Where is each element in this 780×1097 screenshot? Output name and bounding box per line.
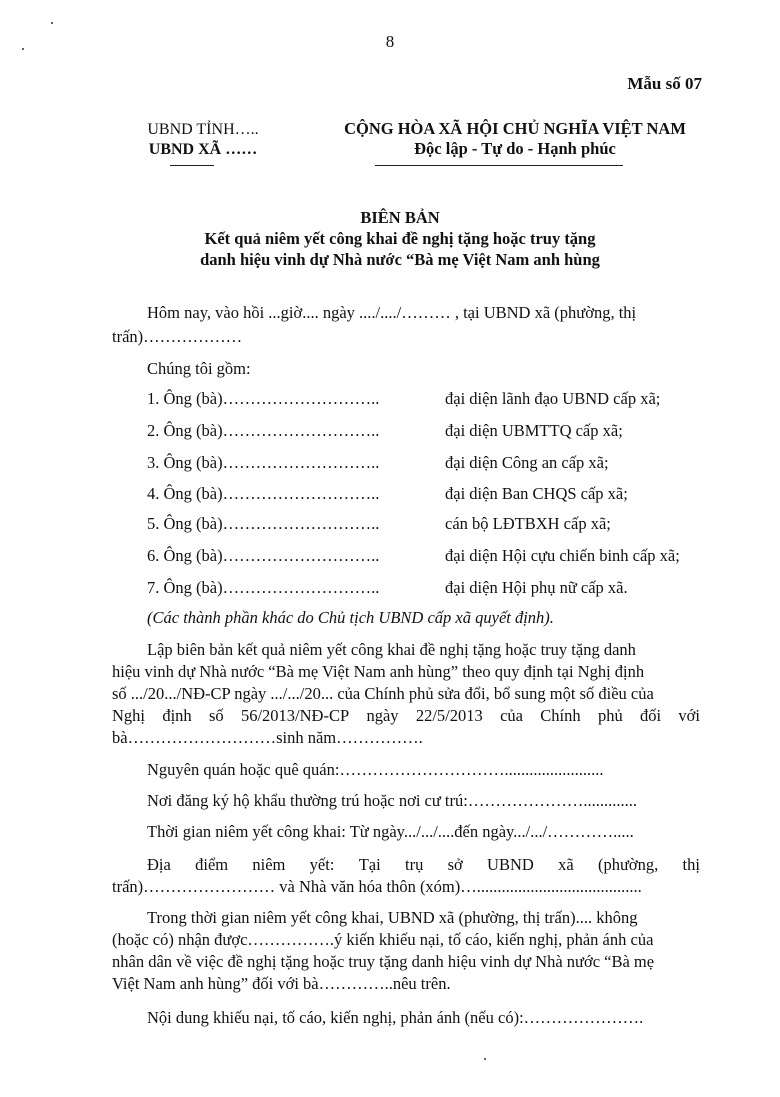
header-left-commune: UBND XÃ …… [148, 141, 258, 158]
member-row [147, 453, 609, 473]
residence-field: Nơi đăng ký hộ khẩu thường trú hoặc nơi cư trú:…………………............. [147, 791, 637, 810]
member-row [147, 484, 628, 504]
national-motto: Độc lập - Tự do - Hạnh phúc [414, 139, 616, 158]
word: ngày [366, 706, 399, 725]
record-line-4 [112, 706, 700, 726]
word: Nghị [112, 706, 145, 725]
member-name-blank: 3. Ông (bà)……………………….. [147, 453, 380, 472]
members-note: (Các thành phần khác do Chủ tịch UBND cấp xã quyết định). [147, 608, 554, 627]
title-sub-2: danh hiệu vinh dự Nhà nước “Bà mẹ Việt Nam anh hùng [200, 250, 600, 269]
member-role: đại diện Hội cựu chiến binh cấp xã; [445, 546, 680, 565]
member-name-blank: 4. Ông (bà)……………………….. [147, 484, 380, 503]
feedback-line-3: nhân dân về việc đề nghị tặng hoặc truy tặng danh hiệu vinh dự Nhà nước “Bà mẹ [112, 952, 655, 971]
word: điểm [195, 855, 229, 874]
word: yết: [309, 855, 335, 874]
posting-place-line-2: trấn)…………………… và Nhà văn hóa thôn (xóm)…........................................ [112, 877, 642, 896]
member-role: đại diện UBMTTQ cấp xã; [445, 421, 623, 440]
word: Địa [147, 855, 171, 874]
member-name-blank: 2. Ông (bà)……………………….. [147, 421, 380, 440]
feedback-line-2: (hoặc có) nhận được…………….ý kiến khiếu nại, tố cáo, kiến nghị, phản ánh của [112, 930, 654, 949]
word: 22/5/2013 [415, 706, 483, 725]
word: Tại [358, 855, 381, 874]
member-role: đại diện Ban CHQS cấp xã; [445, 484, 628, 503]
word: số [208, 706, 224, 725]
word: phủ [597, 706, 623, 725]
word: thị [682, 855, 700, 874]
word: trụ [404, 855, 424, 874]
member-name-blank: 6. Ông (bà)……………………….. [147, 546, 380, 565]
word: của [500, 706, 523, 725]
word: với [678, 706, 700, 725]
page-number: 8 [385, 32, 395, 51]
member-role: đại diện lãnh đạo UBND cấp xã; [445, 389, 661, 408]
record-line-5: bà………………………sinh năm……………. [112, 728, 423, 747]
feedback-line-4: Việt Nam anh hùng” đối với bà…………..nêu trên. [112, 974, 451, 993]
member-role: đại diện Hội phụ nữ cấp xã. [445, 578, 628, 597]
member-row [147, 389, 660, 409]
document-title [100, 207, 700, 270]
posting-time-field: Thời gian niêm yết công khai: Từ ngày.../.../....đến ngày.../.../…………..... [147, 822, 634, 841]
member-role: cán bộ LĐTBXH cấp xã; [445, 514, 611, 533]
member-row [147, 546, 680, 566]
hometown-field: Nguyên quán hoặc quê quán:…………………………........................ [147, 760, 604, 779]
word: niêm [252, 855, 286, 874]
national-title: CỘNG HÒA XÃ HỘI CHỦ NGHĨA VIỆT NAM [344, 119, 686, 138]
word: UBND [487, 855, 534, 874]
record-line-1: Lập biên bản kết quả niêm yết công khai đề nghị tặng hoặc truy tặng danh [147, 640, 636, 659]
scan-speck [484, 1058, 486, 1060]
header-left-province: UBND TỈNH….. [147, 121, 259, 138]
word: định [162, 706, 192, 725]
member-role: đại diện Công an cấp xã; [445, 453, 609, 472]
complaints-field: Nội dung khiếu nại, tố cáo, kiến nghị, phản ánh (nếu có):…………………. [147, 1008, 644, 1027]
members-heading: Chúng tôi gồm: [147, 359, 251, 378]
word: sở [447, 855, 463, 874]
header-left [118, 120, 288, 160]
word: xã [558, 855, 574, 874]
title-sub-1: Kết quả niêm yết công khai đề nghị tặng hoặc truy tặng [204, 229, 596, 248]
record-line-2: hiệu vinh dự Nhà nước “Bà mẹ Việt Nam anh hùng” theo quy định tại Nghị định [112, 662, 645, 681]
member-name-blank: 5. Ông (bà)……………………….. [147, 514, 380, 533]
member-row [147, 578, 628, 598]
title-main: BIÊN BẢN [360, 208, 440, 227]
scan-speck [51, 22, 53, 24]
word: đối [640, 706, 662, 725]
form-code: Mẫu số 07 [627, 74, 702, 93]
header-right-rule [375, 165, 623, 166]
posting-place-line-1 [147, 855, 700, 875]
intro-line-2: trấn)……………… [112, 327, 243, 346]
word: 56/2013/NĐ-CP [240, 706, 350, 725]
word: (phường, [597, 855, 659, 874]
intro-line-1: Hôm nay, vào hồi ...giờ.... ngày ..../..../……… , tại UBND xã (phường, thị [147, 303, 637, 322]
member-name-blank: 7. Ông (bà)……………………….. [147, 578, 380, 597]
header-left-rule [170, 165, 214, 166]
record-line-3: số .../20.../NĐ-CP ngày .../.../20... của Chính phủ sửa đổi, bổ sung một số điều của [112, 684, 654, 703]
member-row [147, 514, 611, 534]
word: Chính [540, 706, 581, 725]
member-name-blank: 1. Ông (bà)……………………….. [147, 389, 380, 408]
feedback-line-1: Trong thời gian niêm yết công khai, UBND xã (phường, thị trấn).... không [147, 908, 638, 927]
header-right [330, 119, 700, 159]
member-row [147, 421, 623, 441]
